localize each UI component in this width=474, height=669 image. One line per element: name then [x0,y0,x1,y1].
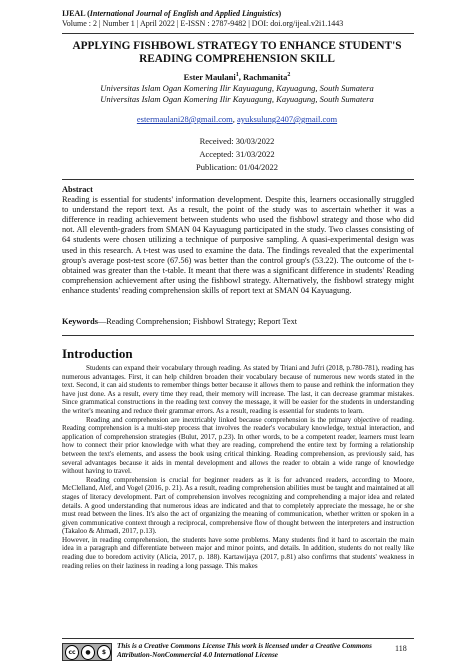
abstract-bottom-divider [62,335,414,336]
journal-header [62,9,422,29]
footer-divider [62,638,414,639]
publication-date: Publication: 01/04/2022 [196,162,278,172]
author-names: Ester Maulani$^1$, Rachmanita$^2$ [183,71,291,82]
nc-icon: $ [97,645,111,660]
paragraph: Reading comprehension is crucial for beginner readers as it is for advanced readers, according to Moore, McClelland, Alef, and Vogel (2016, p. 21). As a result, reading comprehension abilities must be taught and maintained at all stages of literacy development. Part of comprehension involves recognizing and comprehending a major idea and related details. A good understanding that numerous ideas are indicated and that to completely appreciate the message, he or she must read between the lines. It's also the act of organizing the meaning of communication, whether written or spoken in a given communicative context through a reciprocal, comprehensive flow of thought between the interpreters and instruction (Takaloo & Ahmadi, 2017, p.13). [62,475,414,536]
paragraph: Reading and comprehension are inextricably linked because comprehension is the primary objective of reading. Reading comprehension is a multi-step process that involves the reader's vocabulary knowledge, textual interaction, and application of comprehension strategies (Bulut, 2017, p.23). In other words, to be a competent reader, learners must learn how to connect their prior knowledge with what they are reading, comprehend the entire text by forming a relationship between the text's elements, and assess the book using critical thinking. Reading comprehension, as previously said, has several advantages because it aids in mental development and allows the reader to obtain a wide range of knowledge without having to travel. [62,415,414,476]
license-notice: This is a Creative Commons License This work is licensed under a Creative Commons Attribution-NonCommercial 4.0 International License [117,642,372,659]
affiliation-2: Universitas Islam Ogan Komering Ilir Kayuagung, Kayuagung, South Sumatera [100,93,374,104]
paragraph: However, in reading comprehension, the students have some problems. Many students find it hard to ascertain the main idea in a paragraph and differentiate between major and minor points, and details. In addition, students do not really like reading due to boredom activity (Alicia, 2017, p. 188). Kartawijaya (2017, p.81) also confirms that students' weakness in reading relies on their laziness in reading a long passage. This makes [62,535,414,570]
author-block [40,70,434,105]
header-divider [62,33,414,34]
email-link-1[interactable]: estermaulani28@gmail.com [136,114,233,124]
journal-issue-line: Volume : 2 | Number 1 | April 2022 | E-ISSN : 2787-9482 | DOI: doi.org/ijeal.v2i1.1443 [62,19,344,28]
abstract [62,185,414,296]
cc-icon: cc [65,645,79,660]
abstract-top-divider [62,179,414,180]
journal-name: IJEAL (International Journal of English and Applied Linguistics) [62,9,282,18]
publication-dates [40,135,434,174]
keywords-list: —Reading Comprehension; Fishbowl Strategy; Report Text [97,317,298,326]
cc-license-badge [62,643,112,661]
paper-title: APPLYING FISHBOWL STRATEGY TO ENHANCE STUDENT'S READING COMPREHENSION SKILL [72,40,402,65]
by-icon: ● [81,645,95,660]
affiliation-1: Universitas Islam Ogan Komering Ilir Kayuagung, Kayuagung, South Sumatera [100,82,374,93]
page-number: 118 [395,644,407,653]
received-date: Received: 30/03/2022 [199,136,275,146]
author-emails: estermaulani28@gmail.com, ayuksulung2407@gmail.com [136,114,338,124]
keywords [62,317,414,326]
section-heading-introduction: Introduction [62,346,133,361]
introduction-body [62,364,414,570]
email-link-2[interactable]: ayuksulung2407@gmail.com [236,114,338,124]
accepted-date: Accepted: 31/03/2022 [199,149,275,159]
abstract-text: Reading is essential for students' information development. Despite this, learners occasionally struggled to understand the report text. As a result, the point of the study was to ascertain whether it was a difference in reading achievement between students who used the fishbowl strategy and those who did not. All eleventh-graders from SMAN 04 Kayuagung participated in the study. Two classes consisting of 64 students were chosen utilizing a technique of purposive sampling. A quasi-experimental design was used in this research. A t-test was used to examine the data. The findings revealed that the experimental group's average post-test score (67.56) was better than the control group's (53.22). The outcome of the t-obtained was greater than the t-table. It meant that there was a significant difference in students' Reading comprehension achievement after using the fishbowl strategy. Alternatively, the fishbowl strategy might enhance students' reading comprehension skills of report text at SMAN 04 Kayuagung. [62,195,414,295]
paragraph: Students can expand their vocabulary through reading. As stated by Triani and Jufri (2018, p.780-781), reading has numerous advantages. First, it can help children broaden their vocabulary because of numerous new words stated in the text. Second, it can aid students to remember things better because it allows them to pause and rethink the information they have just done. As a result, every time they read, their memory will increase. The last, it can decrease grammar mistakes. Since grammatical constructions in the reading text convey the message, it will be easier for the students in understanding the writer's meaning and reduce their grammar errors. As a result, reading is essential for students to learn. [62,364,414,415]
abstract-heading: Abstract [62,185,93,194]
keywords-label: Keywords [62,317,98,326]
